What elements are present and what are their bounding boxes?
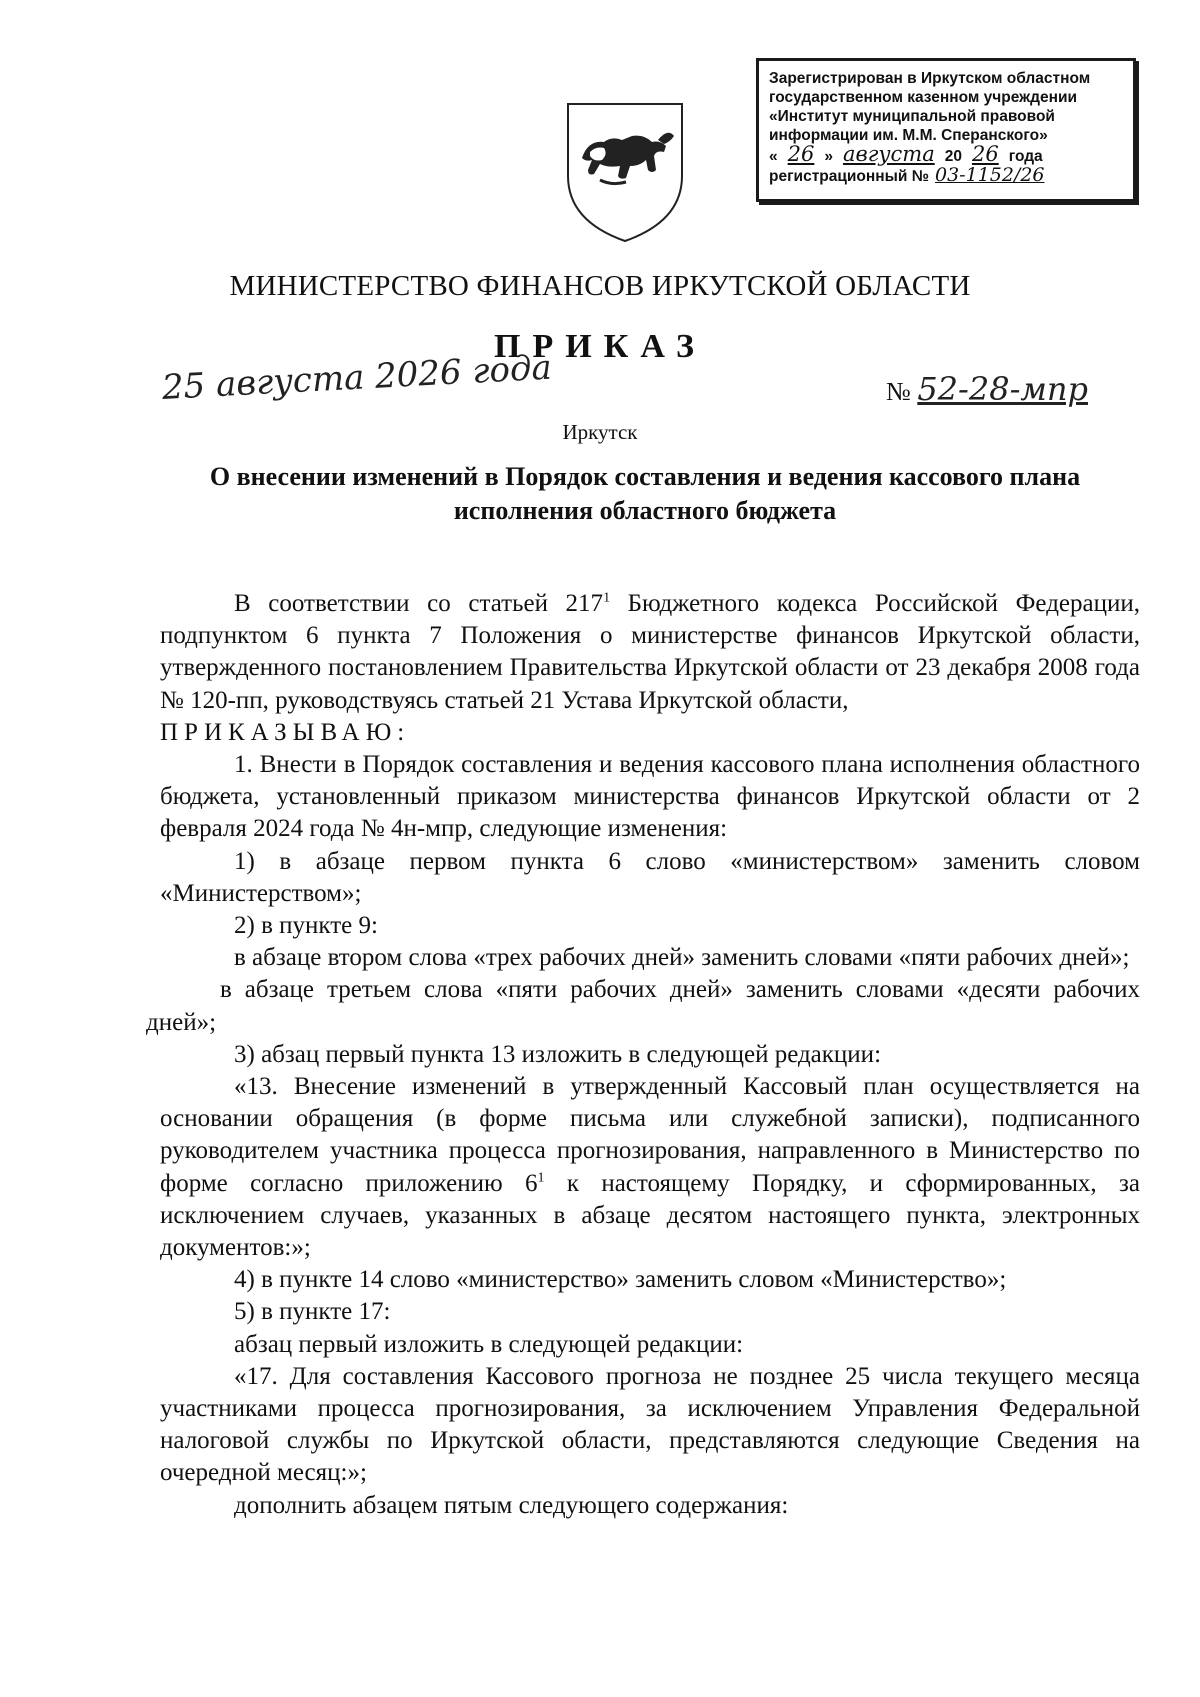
paragraph-sub-2b: в абзаце третьем слова «пяти рабочих дней» заменить словами «десяти рабочих дней»; [146, 976, 1140, 1036]
document-number [886, 370, 1088, 408]
heading-line: О внесении изменений в Порядок составления и ведения кассового плана [209, 462, 1081, 491]
document-title: ПРИКАЗ [494, 328, 706, 365]
stamp-day: 26 [787, 142, 815, 166]
paragraph-sub-5a: абзац первый изложить в следующей редакции: [234, 1330, 744, 1358]
stamp-date-row [769, 142, 1123, 166]
paragraph-sub-5-quote: «17. Для составления Кассового прогноза не позднее 25 числа текущего месяца участниками процесса прогнозирования, за исключением Управления Федеральной налоговой службы по Иркутской области, представляются следующие Сведения на очередной месяц:»; [160, 1362, 1140, 1487]
order-word: ПРИКАЗЫВАЮ: [160, 718, 411, 746]
paragraph-sub-3-quote [160, 1071, 1140, 1264]
stamp-year-prefix: 20 [944, 148, 962, 165]
paragraph-sub-3: 3) абзац первый пункта 13 изложить в следующей редакции: [234, 1040, 882, 1068]
preamble-paragraph [160, 588, 1140, 717]
heading-line: исполнения областного бюджета [453, 496, 837, 525]
paragraph-sub-2: 2) в пункте 9: [234, 912, 378, 940]
ministry-name: МИНИСТЕРСТВО ФИНАНСОВ ИРКУТСКОЙ ОБЛАСТИ [229, 270, 971, 302]
stamp-year-suffix: 26 [971, 142, 999, 166]
paragraph-sub-1: 1) в абзаце первом пункта 6 слово «министерством» заменить словом «Министерством»; [160, 847, 1140, 907]
stamp-reg-row [769, 166, 1123, 186]
paragraph-sub-4: 4) в пункте 14 слово «министерство» заменить словом «Министерство»; [234, 1266, 1007, 1294]
document-body [146, 588, 1140, 1522]
document-heading [150, 460, 1140, 528]
stamp-line: Зарегистрирован в Иркутском областном [769, 70, 1091, 87]
coat-of-arms-icon [560, 96, 690, 246]
registration-stamp [756, 58, 1136, 202]
preamble-text: Бюджетного кодекса Российской Федерации, подпунктом 6 пункта 7 Положения о министерстве финансов Иркутской области, утвержденного постановлением Правительства Иркутской области от 23 декабря 2008 года № 120-пп, руководствуясь статьей 21 Устава Иркутской области, [160, 590, 1140, 714]
stamp-reg-label: регистрационный № [769, 168, 929, 185]
stamp-line: информации им. М.М. Сперанского» [769, 127, 1048, 144]
number-label: № [886, 377, 911, 406]
superscript: 1 [603, 590, 611, 606]
quote-text: «13. Внесение изменений в утвержденный Кассовый план осуществляется на основании обращения (в форме письма или служебной записки), подписанного руководителем участника процесса прогнозирования, направленного в Министерство по форме согласно приложению 6 [160, 1073, 1140, 1197]
stamp-quote-open: « [769, 148, 778, 165]
paragraph-sub-5b: дополнить абзацем пятым следующего содержания: [234, 1491, 789, 1519]
handwritten-date: 25 августа 2026 года [160, 347, 553, 408]
city: Иркутск [562, 420, 638, 444]
preamble-text: В соответствии со статьей 217 [234, 590, 604, 617]
paragraph-sub-5: 5) в пункте 17: [234, 1298, 391, 1326]
paragraph-sub-2a: в абзаце втором слова «трех рабочих дней» заменить словами «пяти рабочих дней»; [234, 944, 1130, 972]
stamp-quote-close: » [824, 148, 833, 165]
stamp-year-word: года [1008, 148, 1043, 165]
quote-text: к настоящему Порядку, и сформированных, за исключением случаев, указанных в абзаце десятом настоящего пункта, электронных документов:»; [160, 1169, 1140, 1262]
stamp-reg-number: 03-1152/26 [934, 164, 1045, 186]
handwritten-number: 52-28-мпр [917, 370, 1088, 408]
stamp-line: «Институт муниципальной правовой [769, 108, 1055, 125]
stamp-month: августа [842, 142, 935, 166]
superscript: 1 [537, 1170, 545, 1186]
stamp-line: государственном казенном учреждении [769, 89, 1078, 106]
paragraph-item-1: 1. Внести в Порядок составления и ведения кассового плана исполнения областного бюджета, установленный приказом министерства финансов Иркутской области от 2 февраля 2024 года № 4н-мпр, следующие изменения: [160, 751, 1140, 843]
